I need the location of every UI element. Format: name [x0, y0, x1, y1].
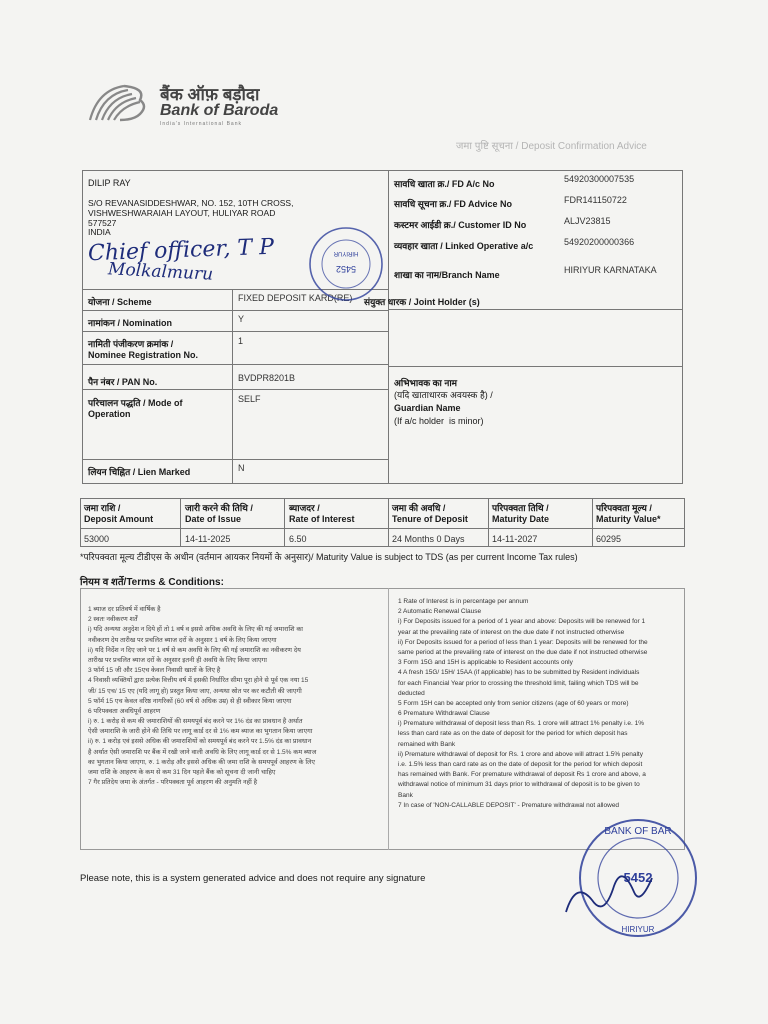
lien-label: लियन चिह्नित / Lien Marked	[88, 467, 191, 477]
joint-holder-label: संयुक्त धारक / Joint Holder (s)	[364, 297, 480, 307]
fd-advice-label: सावधि सूचना क्र./ FD Advice No	[394, 199, 512, 209]
terms-hindi-list	[88, 606, 384, 789]
row-divider	[388, 366, 683, 367]
fd-account-label: सावधि खाता क्र./ FD A/c No	[394, 179, 495, 189]
bank-official-stamp	[556, 808, 702, 954]
terms-line: ऐसी जमाराशि के जारी होने की तिथि पर लागू कार्ड दर से 1% कम ब्याज का भुगतान किया जाएगा	[88, 728, 313, 736]
terms-line: ii) यदि निर्देश न दिए जाने पर 1 वर्ष से कम अवधि के लिए की गई जमाराशि का नवीकरण देय	[88, 646, 301, 654]
terms-english-list	[398, 598, 680, 812]
nominee-reg-label-2: Nominee Registration No.	[88, 350, 199, 360]
maturity-date: 14-11-2027	[492, 534, 538, 544]
svg-text:HIRIYUR: HIRIYUR	[333, 250, 359, 256]
terms-line: है अर्थात ऐसी जमाराशि पर बैंक में रखी जाने वाली अवधि के लिए लागू कार्ड दर से 1.5% कम ब्याज	[88, 748, 317, 756]
date-of-issue: 14-11-2025	[185, 534, 231, 544]
guardian-label-english: Guardian Name	[394, 403, 461, 413]
table-header-cell: परिपक्वता तिथि / Maturity Date	[492, 503, 550, 524]
terms-line: ii) For Deposits issued for a period of less than 1 year: Deposits will be renewed for the	[398, 638, 648, 646]
table-header-cell: ब्याजदर / Rate of Interest	[289, 503, 355, 524]
terms-line: deducted	[398, 689, 425, 697]
table-header-cell: जमा की अवधि / Tenure of Deposit	[392, 503, 468, 524]
terms-line: 5 Form 15H can be accepted only from senior citizens (age of 60 years or more)	[398, 699, 629, 707]
frame-divider	[232, 289, 233, 484]
bank-name-english: Bank of Baroda	[160, 102, 279, 119]
terms-line: i) Premature withdrawal of deposit less than Rs. 1 crore will attract 1% penalty i.e. 1%	[398, 720, 645, 728]
branch-label: शाखा का नाम/Branch Name	[394, 270, 500, 280]
mode-label-2: Operation	[88, 409, 131, 419]
branch-seal-stamp	[306, 224, 386, 304]
customer-address-line2: VISHWESHWARAIAH LAYOUT, HULIYAR ROAD	[88, 208, 276, 218]
terms-heading: नियम व शर्ते/Terms & Conditions:	[80, 577, 224, 588]
customer-id-label: कस्टमर आईडी क्र./ Customer ID No	[394, 220, 527, 230]
frame-divider	[388, 170, 389, 484]
customer-address-line4: INDIA	[88, 227, 111, 237]
terms-line: 2 स्वतः नवीकरण शर्तें	[88, 616, 138, 624]
terms-line: 3 Form 15G and 15H is applicable to Resident accounts only	[398, 659, 573, 667]
table-col-divider	[592, 498, 593, 547]
terms-line: ii) रु. 1 करोड़ एवं इससे अधिक की जमाराशियों को समयपूर्व बंद करने पर 1.5% दंड का प्रावधान	[88, 738, 312, 746]
handwritten-note-line2: Molkalmuru	[107, 259, 214, 285]
row-divider	[82, 310, 388, 311]
handwritten-note-line1: Chief officer, T P	[87, 234, 275, 267]
terms-line: i) रु. 1 करोड़ से कम की जमाराशियों की समयपूर्व बंद करने पर 1% दंड का प्रावधान है अर्थात	[88, 718, 303, 726]
terms-line: 4 निवासी व्यक्तियों द्वारा प्रत्येक वित्तीय वर्ष में इसकी निर्धारित सीमा पूरा होने से पूर्व एक नया 15	[88, 677, 309, 685]
stamp-top-text: BANK OF BAR	[604, 826, 672, 837]
tds-footnote: *परिपक्वता मूल्य टीडीएस के अधीन (वर्तमान आयकर नियमों के अनुसार)/ Maturity Value is subject to TDS (as per current Income Tax rules)	[80, 552, 578, 562]
terms-line: 7 गैर प्रतिदेय जमा के अंतर्गत - परिपक्वता पूर्व आहरण की अनुमति नहीं है	[88, 779, 258, 787]
terms-line: नवीकरण देय तारीख पर प्रचलित ब्याज दरों के अनुसार 1 वर्ष के लिए किया जाएगा	[88, 636, 277, 644]
terms-line: 6 Premature Withdrawal Clause	[398, 710, 490, 718]
tenure-of-deposit: 24 Months 0 Days	[392, 534, 465, 544]
bank-tagline: India's International Bank	[160, 121, 242, 127]
customer-name: DILIP RAY	[88, 178, 131, 188]
nomination-value: Y	[238, 314, 245, 324]
terms-line: same period at the prevailing rate of interest on the due date if not instructed otherwise	[398, 648, 648, 656]
terms-line: withdrawal notice of minimum 31 days prior to withdrawal of deposit is to be given to	[398, 781, 640, 789]
terms-line: जी/ 15 एच/ 15 एए (यदि लागू हो) प्रस्तुत किया जाए, अन्यथा स्रोत पर कर कटौती की जाएगी	[88, 687, 302, 695]
terms-line: Bank	[398, 791, 413, 799]
row-divider	[388, 309, 683, 310]
customer-id-value: ALJV23815	[564, 216, 611, 226]
mode-label: परिचालन पद्धति / Mode of	[88, 398, 183, 408]
terms-line: 5 फॉर्म 15 एच केवल वरिष्ठ नागरिकों (60 वर्ष से अधिक उम्र) से ही स्वीकार किया जाएगा	[88, 697, 292, 705]
row-divider	[82, 459, 388, 460]
fd-advice-value: FDR141150722	[564, 195, 627, 205]
terms-line: 1 ब्याज दर प्रतिवर्ष में वार्षिक है	[88, 606, 161, 613]
row-divider	[82, 364, 388, 365]
guardian-label-hindi: अभिभावक का नाम	[394, 378, 458, 388]
terms-line: for each Financial Year prior to crossing the threshold limit, failing which TDS will be	[398, 679, 639, 687]
nominee-reg-value: 1	[238, 336, 244, 346]
terms-line: less than card rate as on the date of deposit for the period for which deposit has	[398, 730, 628, 738]
table-col-divider	[180, 498, 181, 547]
guardian-label-english-2: (If a/c holder is minor)	[394, 416, 484, 426]
terms-line: तारीख पर प्रचलित ब्याज दरों के अनुसार इतनी ही अवधि के लिए किया जाएगा	[88, 656, 267, 664]
row-divider	[82, 389, 388, 390]
stamp-code: 5452	[623, 870, 653, 885]
terms-line: i) For Deposits issued for a period of 1 year and above: Deposits will be renewed for 1	[398, 618, 646, 626]
nomination-label: नामांकन / Nomination	[88, 318, 172, 328]
mode-value: SELF	[238, 394, 261, 404]
nominee-reg-label: नामिती पंजीकरण क्रमांक /	[88, 339, 174, 349]
bank-logo-icon	[84, 80, 152, 124]
guardian-label-hindi-2: (यदि खाताधारक अवयस्क है) /	[394, 390, 493, 400]
fd-account-value: 54920300007535	[564, 174, 635, 184]
table-header-cell: परिपक्वता मूल्य / Maturity Value*	[596, 503, 661, 524]
table-header-divider	[80, 528, 685, 529]
terms-line: 2 Automatic Renewal Clause	[398, 608, 482, 616]
row-divider	[82, 331, 388, 332]
terms-line: 3 फॉर्म 15 जी और 15एच केवल निवासी खातों के लिए है	[88, 667, 221, 675]
stamp-sign: HIRIYUR	[621, 925, 655, 934]
deposit-table	[80, 498, 685, 547]
table-header-cell: जारी करने की तिथि / Date of Issue	[185, 503, 253, 524]
customer-address-line3: 577527	[88, 218, 117, 228]
terms-line: 4 A fresh 15G/ 15H/ 15AA (if applicable) has to be submitted by Resident individuals	[398, 669, 640, 677]
terms-line: का भुगतान किया जाएगा, रु. 1 करोड़ और इससे अधिक की जमा राशि के समयपूर्व आहरण के लिए	[88, 758, 316, 766]
document-title: जमा पुष्टि सूचना / Deposit Confirmation Advice	[456, 141, 647, 152]
scheme-value: FIXED DEPOSIT KARD(RE)	[238, 293, 353, 303]
customer-address-line1: S/O REVANASIDDESHWAR, NO. 152, 10TH CROSS,	[88, 198, 294, 208]
deposit-amount: 53000	[84, 534, 110, 544]
scheme-label: योजना / Scheme	[88, 297, 152, 307]
table-col-divider	[388, 498, 389, 547]
linked-account-label: व्यवहार खाता / Linked Operative a/c	[394, 241, 534, 251]
table-col-divider	[488, 498, 489, 547]
terms-line: i.e. 1.5% less than card rate as on the date of deposit for the period for which deposit	[398, 761, 643, 768]
pan-label: पैन नंबर / PAN No.	[88, 377, 158, 387]
svg-text:5452: 5452	[335, 264, 357, 274]
branch-value: HIRIYUR KARNATAKA	[564, 265, 657, 275]
lien-value: N	[238, 463, 245, 473]
terms-line: year at the prevailing rate of interest on the due date if not instructed otherwise	[398, 628, 625, 636]
pan-value: BVDPR8201B	[238, 373, 296, 383]
linked-account-value: 54920200000366	[564, 237, 635, 247]
maturity-value: 60295	[596, 534, 622, 544]
table-header-cell: जमा राशि / Deposit Amount	[84, 503, 154, 524]
terms-line: ii) Premature withdrawal of deposit for Rs. 1 crore and above will attract 1.5% penalty	[398, 750, 643, 758]
terms-line: जमा राशि के आहरण के कम से कम 31 दिन पहले बैंक को सूचना दी जानी चाहिए	[88, 769, 276, 776]
terms-line: remained with Bank	[398, 740, 456, 748]
terms-line: 7 In case of 'NON-CALLABLE DEPOSIT' - Premature withdrawal not allowed	[398, 801, 620, 809]
system-generated-note: Please note, this is a system generated advice and does not require any signature	[80, 873, 426, 884]
terms-line: 1 Rate of Interest is in percentage per annum	[398, 598, 529, 605]
rate-of-interest: 6.50	[289, 534, 307, 544]
bank-name-hindi: बैंक ऑफ़ बड़ौदा	[160, 85, 260, 104]
terms-line: has remained with Bank. For premature withdrawal of deposit Rs 1 crore and above, a	[398, 771, 646, 779]
terms-line: i) यदि अन्यथा अनुदेश न दिये हों तो 1 वर्ष व इससे अधिक अवधि के लिए की गई जमाराशि का	[88, 626, 303, 634]
terms-line: 6 परिपक्वता अवधिपूर्व आहरण	[88, 707, 161, 715]
table-col-divider	[284, 498, 285, 547]
terms-divider	[388, 588, 389, 850]
